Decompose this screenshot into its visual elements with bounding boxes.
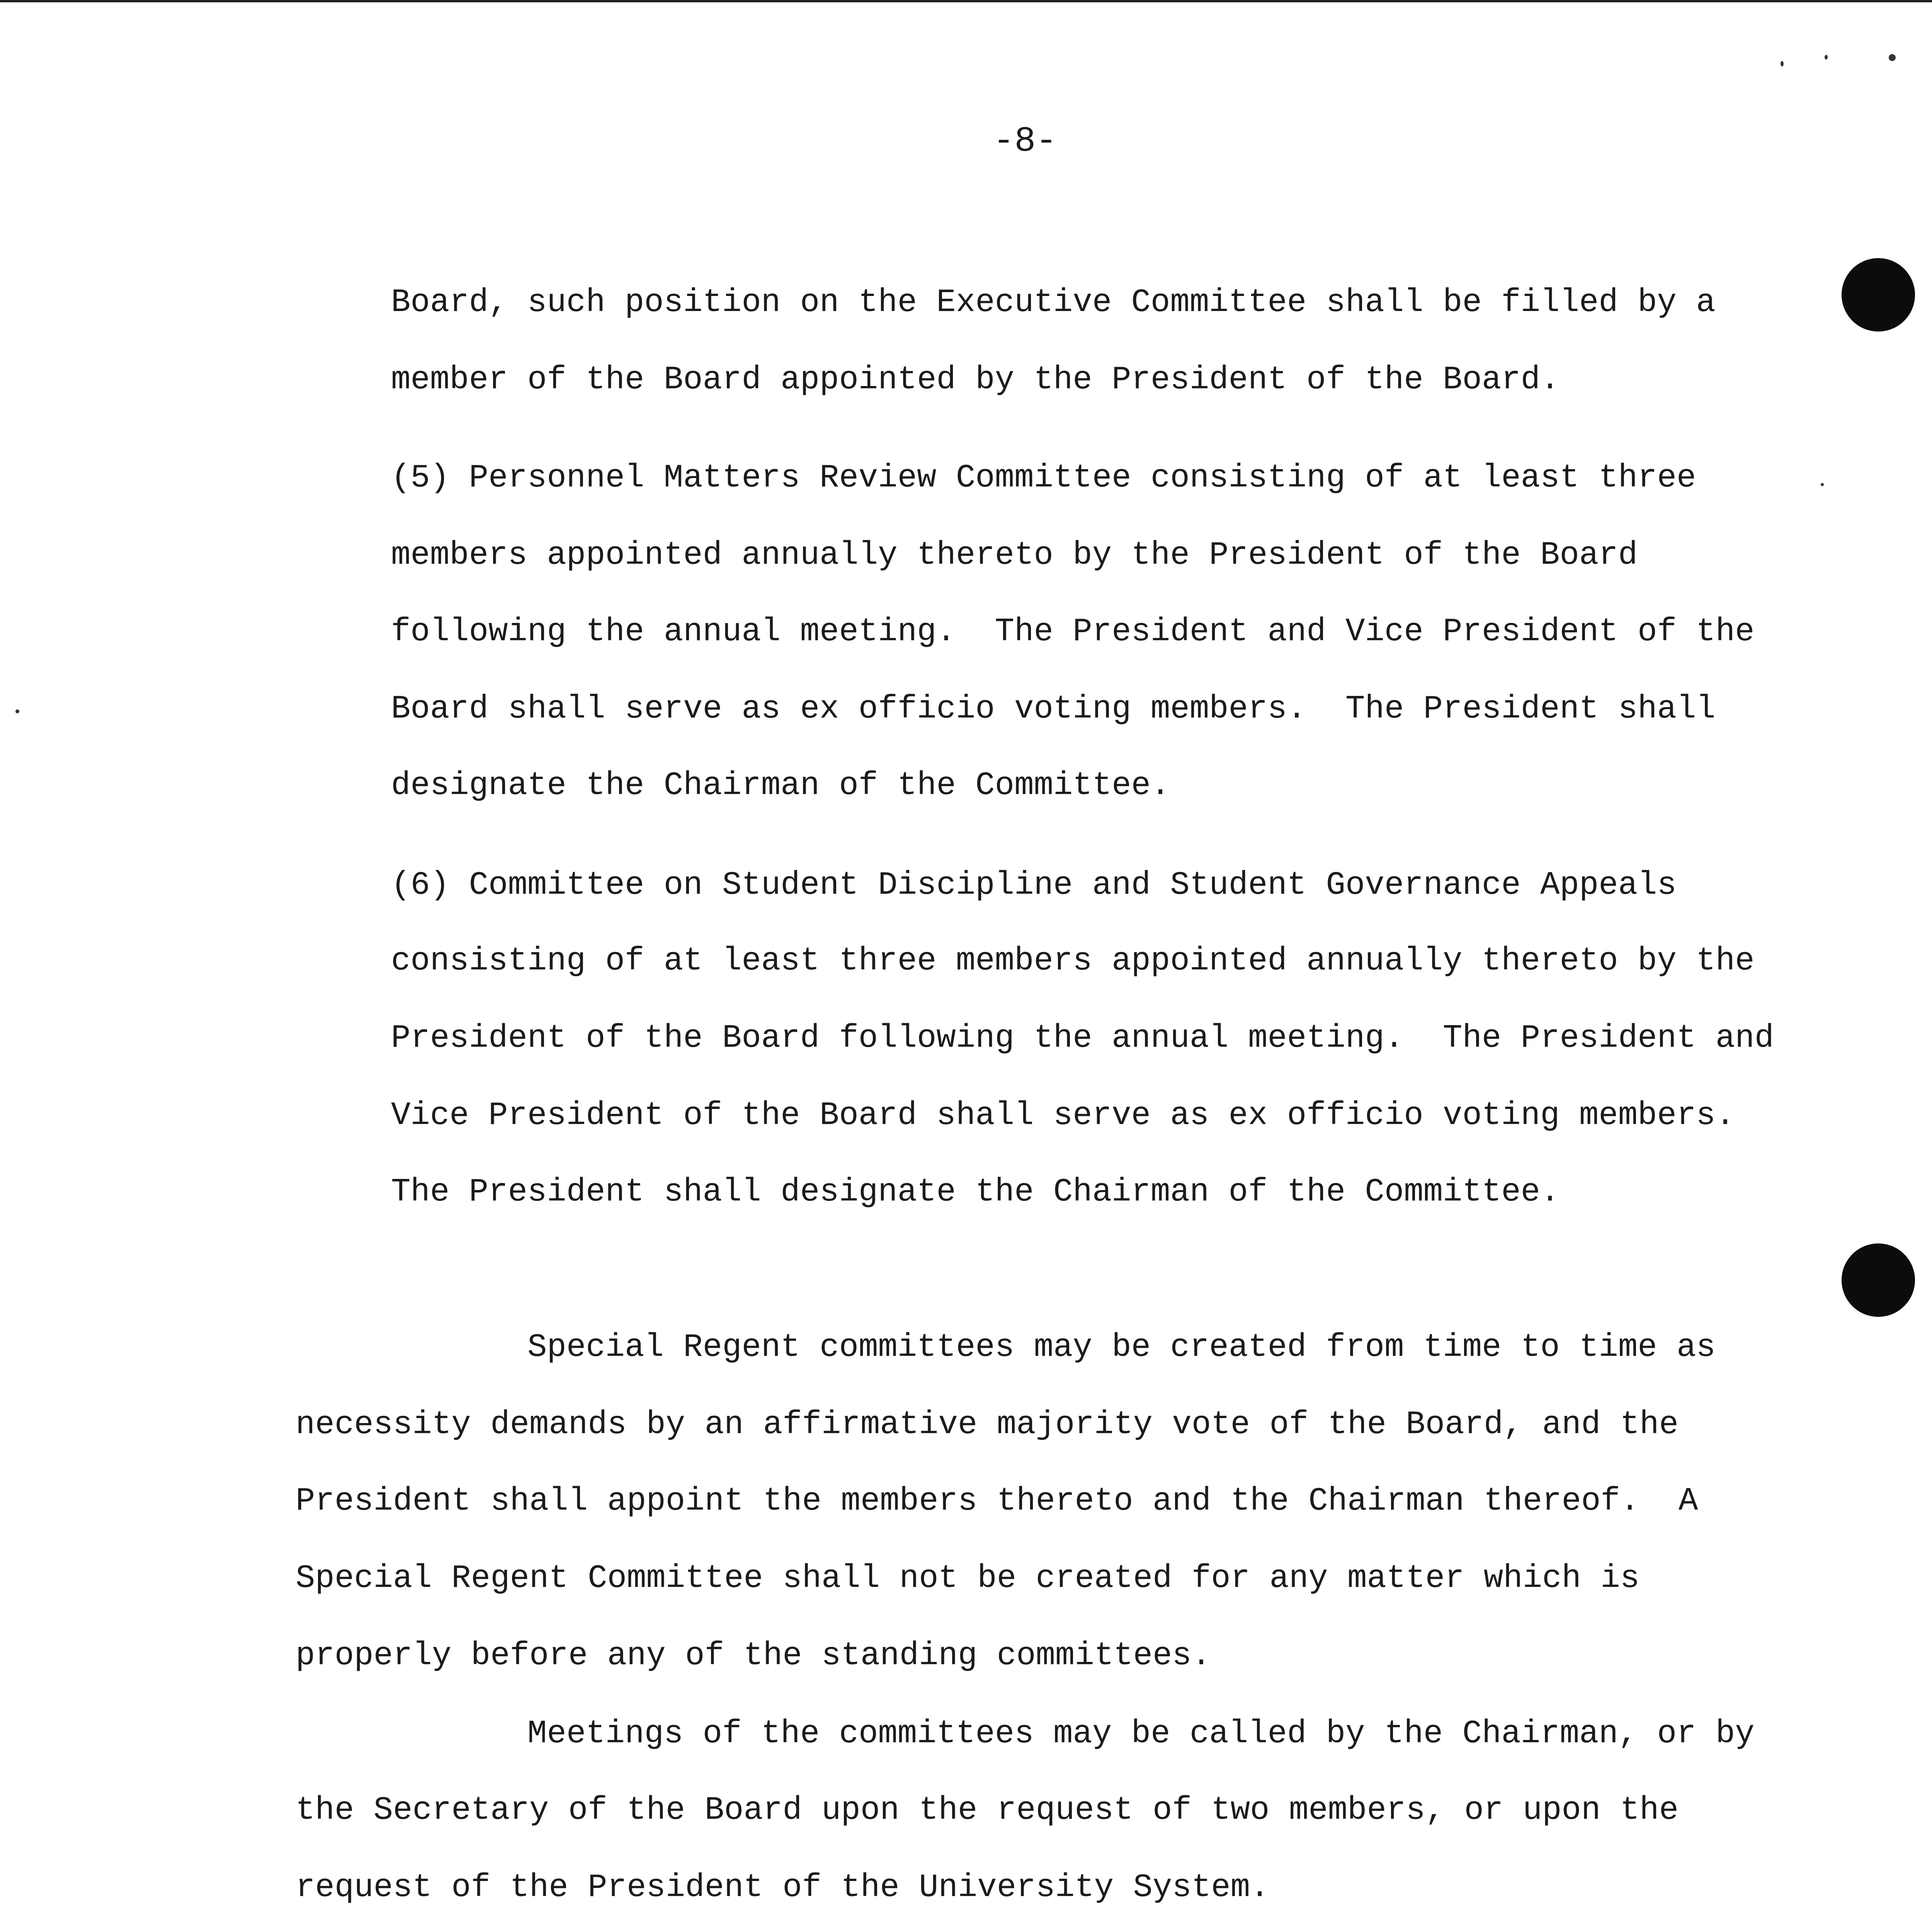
punch-hole-top	[1842, 258, 1915, 332]
text-line: necessity demands by an affirmative majority vote of the Board, and the	[296, 1406, 1679, 1443]
text-line: (5) Personnel Matters Review Committee consisting of at least three	[391, 460, 1696, 497]
text-line: Special Regent Committee shall not be created for any matter which is	[296, 1560, 1640, 1597]
text-line: The President shall designate the Chairman of the Committee.	[391, 1174, 1560, 1211]
text-line: properly before any of the standing committees.	[296, 1638, 1211, 1674]
text-line: members appointed annually thereto by the President of the Board	[391, 537, 1638, 574]
page-number: -8-	[993, 121, 1057, 162]
text-line: designate the Chairman of the Committee.	[391, 767, 1170, 804]
text-line: Vice President of the Board shall serve as ex officio voting members.	[391, 1097, 1735, 1134]
text-line: Board shall serve as ex officio voting members. The President shall	[391, 691, 1716, 728]
text-line: (6) Committee on Student Discipline and Student Governance Appeals	[391, 867, 1677, 904]
text-line: member of the Board appointed by the President of the Board.	[391, 362, 1560, 398]
text-line: request of the President of the University System.	[296, 1869, 1270, 1906]
scan-speck	[1889, 54, 1896, 61]
text-line: the Secretary of the Board upon the request of two members, or upon the	[296, 1792, 1679, 1829]
text-line: President shall appoint the members thereto and the Chairman thereof. A	[296, 1483, 1698, 1520]
text-line: Board, such position on the Executive Committee shall be filled by a	[391, 284, 1716, 321]
text-line: consisting of at least three members appointed annually thereto by the	[391, 943, 1755, 980]
text-line: following the annual meeting. The President and Vice President of the	[391, 614, 1755, 650]
scan-speck	[15, 709, 19, 713]
scan-speck	[1821, 483, 1824, 486]
top-edge-rule	[0, 0, 1932, 2]
text-line: President of the Board following the annual meeting. The President and	[391, 1020, 1774, 1057]
punch-hole-middle	[1842, 1243, 1915, 1317]
text-line: Special Regent committees may be created from time to time as	[527, 1329, 1716, 1366]
scan-speck	[1825, 55, 1828, 60]
text-line: Meetings of the committees may be called by the Chairman, or by	[527, 1716, 1755, 1752]
scan-speck	[1781, 61, 1784, 66]
